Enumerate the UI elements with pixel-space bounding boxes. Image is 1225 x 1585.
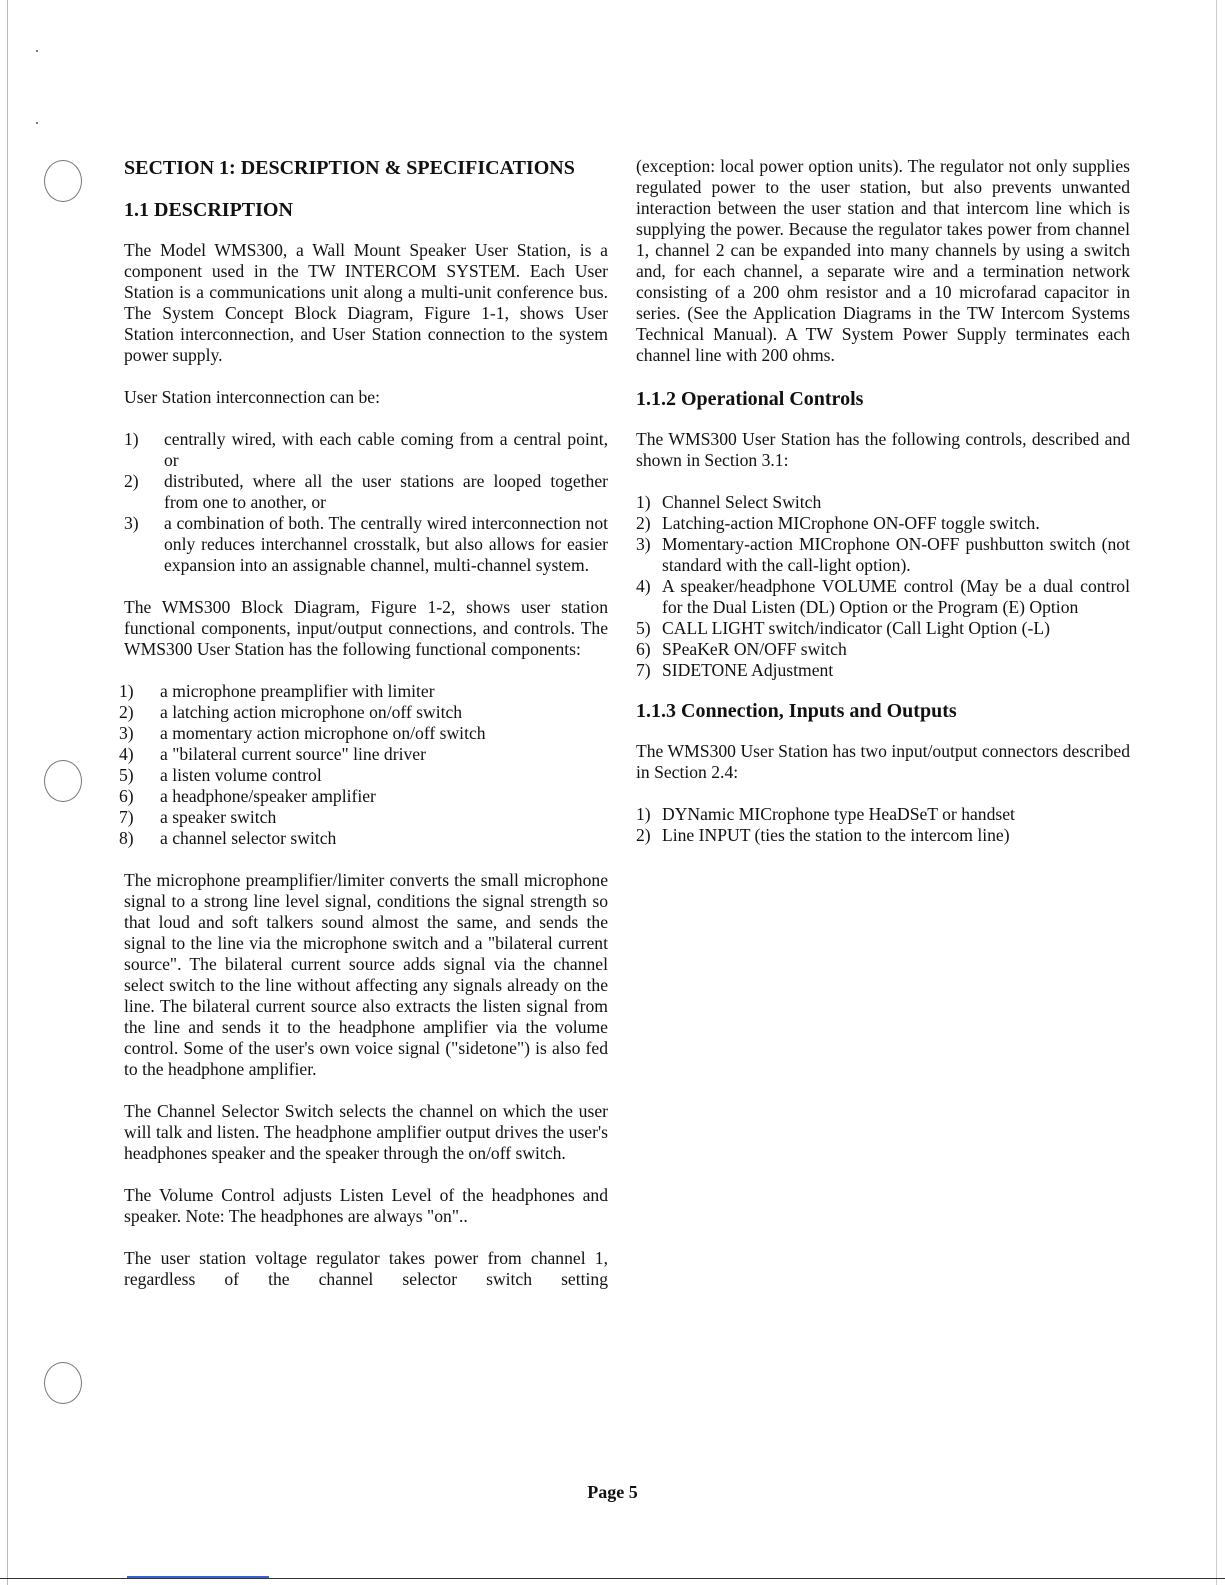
- connection-intro: The WMS300 User Station has two input/output connectors described in Section 2.4:: [636, 741, 1130, 782]
- list-item: 5) a listen volume control: [119, 765, 322, 785]
- controls-heading: 1.1.2 Operational Controls: [636, 388, 864, 410]
- list-item: 3) Momentary-action MICrophone ON-OFF pushbutton switch (not standard with the call-light option).: [636, 534, 1130, 575]
- list-item: 1) centrally wired, with each cable coming from a central point, or: [124, 429, 608, 470]
- regulator-paragraph-continued: (exception: local power option units). The regulator not only supplies regulated power to the user station, but also prevents unwanted interaction between the user station and that intercom line which is supplying the power. Because the regulator takes power from channel 1, channel 2 can be expanded into many channels by using a switch and, for each channel, a separate wire and a termination network consisting of a 200 ohm resistor and a 10 microfarad capacitor in series. (See the Application Diagrams in the TW Intercom Systems Technical Manual). A TW System Power Supply terminates each channel line with 200 ohms.: [636, 156, 1130, 365]
- intro-paragraph: The Model WMS300, a Wall Mount Speaker User Station, is a component used in the TW INTERCOM SYSTEM. Each User Station is a communications unit along a multi-unit conference bus. The System Concept Block Diagram, Figure 1-1, shows User Station interconnection, and User Station connection to the system power supply.: [124, 240, 608, 365]
- list-item: 4) a "bilateral current source" line driver: [119, 744, 426, 764]
- block-diagram-paragraph: The WMS300 Block Diagram, Figure 1-2, shows user station functional components, input/output connections, and controls. The WMS300 User Station has the following functional components:: [124, 597, 608, 659]
- list-item: 2) distributed, where all the user stations are looped together from one to another, or: [124, 471, 608, 512]
- list-item: 2) Latching-action MICrophone ON-OFF toggle switch.: [636, 513, 1040, 533]
- description-heading: 1.1 DESCRIPTION: [124, 199, 293, 221]
- section-title: SECTION 1: DESCRIPTION & SPECIFICATIONS: [124, 157, 575, 179]
- scan-edge-right: [1216, 0, 1217, 1585]
- punch-hole-top: [44, 160, 82, 202]
- list-item: 7) a speaker switch: [119, 807, 277, 827]
- scan-bottom-mark: [127, 1576, 269, 1578]
- scan-speck: [36, 122, 38, 124]
- channel-selector-paragraph: The Channel Selector Switch selects the channel on which the user will talk and listen. The headphone amplifier output drives the user's headphones speaker and the speaker through the on/off switch.: [124, 1101, 608, 1163]
- scan-edge-left: [7, 0, 8, 1585]
- interconnection-intro: User Station interconnection can be:: [124, 387, 381, 407]
- list-item: 2) a latching action microphone on/off switch: [119, 702, 463, 722]
- list-item: 1) a microphone preamplifier with limiter: [119, 681, 435, 701]
- list-item: 2) Line INPUT (ties the station to the intercom line): [636, 825, 1010, 845]
- list-item: 1) DYNamic MICrophone type HeaDSeT or handset: [636, 804, 1015, 824]
- list-item: 8) a channel selector switch: [119, 828, 337, 848]
- list-item: 3) a combination of both. The centrally wired interconnection not only reduces interchannel crosstalk, but also allows for easier expansion into an assignable channel, multi-channel system.: [124, 513, 608, 575]
- connector-list: [636, 804, 1130, 846]
- list-item: 6) SPeaKeR ON/OFF switch: [636, 639, 847, 659]
- component-list: [119, 681, 608, 849]
- page-number: Page 5: [587, 1482, 638, 1502]
- list-item: 7) SIDETONE Adjustment: [636, 660, 834, 680]
- controls-intro: The WMS300 User Station has the following controls, described and shown in Section 3.1:: [636, 429, 1130, 470]
- scan-speck: [36, 50, 38, 52]
- list-item: 3) a momentary action microphone on/off switch: [119, 723, 486, 743]
- punch-hole-bottom: [44, 1362, 82, 1404]
- scan-bottom-edge: [0, 1578, 1225, 1579]
- volume-paragraph: The Volume Control adjusts Listen Level of the headphones and speaker. Note: The headphones are always "on"..: [124, 1185, 608, 1226]
- punch-hole-middle: [44, 760, 82, 802]
- regulator-paragraph-start: The user station voltage regulator takes power from channel 1, regardless of the channel selector switch setting: [124, 1248, 608, 1289]
- list-item: 5) CALL LIGHT switch/indicator (Call Light Option (-L): [636, 618, 1050, 638]
- preamp-paragraph: The microphone preamplifier/limiter converts the small microphone signal to a strong line level signal, conditions the signal strength so that loud and soft talkers sound almost the same, and sends the signal to the line via the microphone switch and a "bilateral current source". The bilateral current source adds signal via the channel select switch to the line without affecting any signals already on the line. The bilateral current source also extracts the listen signal from the line and sends it to the headphone amplifier via the volume control. Some of the user's own voice signal ("sidetone") is also fed to the headphone amplifier.: [124, 870, 608, 1079]
- list-item: 1) Channel Select Switch: [636, 492, 822, 512]
- interconnection-list: [124, 429, 608, 576]
- controls-list: [636, 492, 1130, 681]
- left-column: [119, 156, 608, 1311]
- right-column: [636, 156, 1130, 867]
- list-item: 4) A speaker/headphone VOLUME control (May be a dual control for the Dual Listen (DL) Option or the Program (E) Option: [636, 576, 1130, 617]
- connection-heading: 1.1.3 Connection, Inputs and Outputs: [636, 700, 957, 722]
- list-item: 6) a headphone/speaker amplifier: [119, 786, 376, 806]
